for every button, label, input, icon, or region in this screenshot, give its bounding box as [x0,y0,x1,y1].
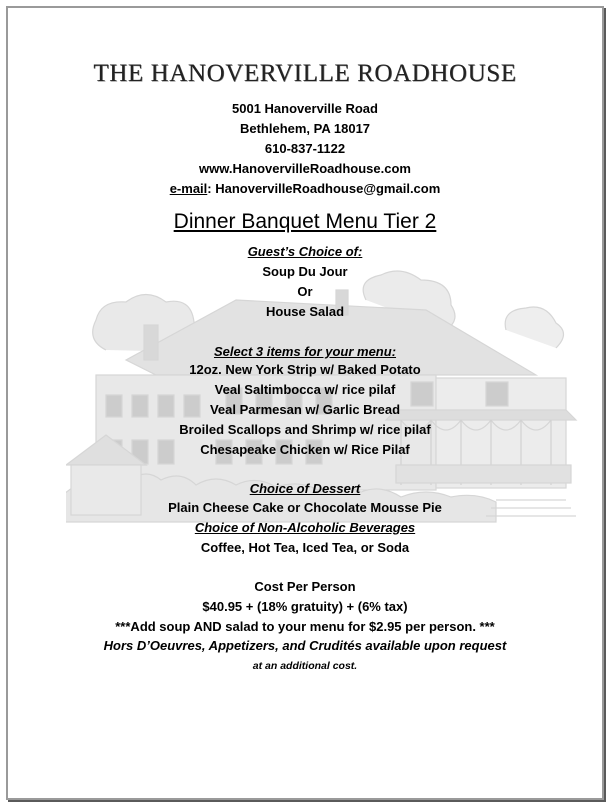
entree-item: Veal Parmesan w/ Garlic Bread [209,402,401,417]
email-line [8,181,602,197]
starter-item: Soup Du Jour [262,264,348,279]
website-link[interactable]: www.HanovervilleRoadhouse.com [199,161,411,176]
restaurant-name: THE HANOVERVILLE ROADHOUSE [93,60,517,87]
entree-item: 12oz. New York Strip w/ Baked Potato [189,362,421,377]
starter-header: Guest’s Choice of: [247,244,363,259]
entree-item: Broiled Scallops and Shrimp w/ rice pilaf [179,422,431,437]
phone-number: 610-837-1122 [264,141,346,156]
dessert-header: Choice of Dessert [249,481,361,496]
address-line-2: Bethlehem, PA 18017 [239,121,371,136]
entree-item: Veal Saltimbocca w/ rice pilaf [214,382,396,397]
additional-note-cost: at an additional cost. [252,660,358,672]
additional-note: Hors D’Oeuvres, Appetizers, and Crudités available upon request [103,638,507,653]
starter-item: House Salad [265,304,345,319]
starter-or: Or [297,284,313,299]
addon-offer: ***Add soup AND salad to your menu for $2.95 per person. *** [115,619,495,634]
beverage-item: Coffee, Hot Tea, Iced Tea, or Soda [200,540,410,555]
beverages-header: Choice of Non-Alcoholic Beverages [194,520,416,535]
menu-page [6,6,604,800]
entree-item: Chesapeake Chicken w/ Rice Pilaf [200,442,410,457]
price: $40.95 + (18% gratuity) + (6% tax) [202,599,408,614]
email-label: e-mail [169,181,208,196]
entrees-header: Select 3 items for your menu: [213,344,397,359]
address-line-1: 5001 Hanoverville Road [232,101,378,116]
menu-title: Dinner Banquet Menu Tier 2 [173,210,437,233]
email-address[interactable]: : HanovervilleRoadhouse@gmail.com [207,181,441,196]
cost-label: Cost Per Person [254,579,356,594]
dessert-item: Plain Cheese Cake or Chocolate Mousse Pie [168,500,442,515]
